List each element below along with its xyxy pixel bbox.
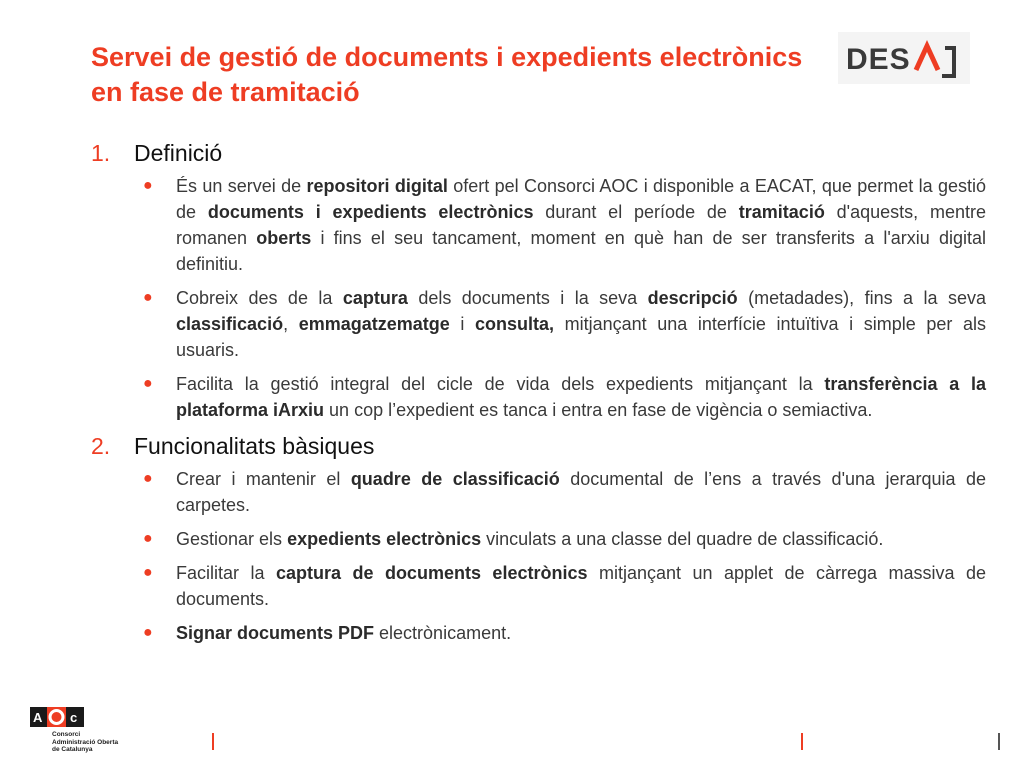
bold-text: tramitació bbox=[738, 202, 825, 222]
text-run: un cop l’expedient es tanca i entra en fase de vigència o semiactiva. bbox=[324, 400, 873, 420]
bold-text: captura bbox=[342, 288, 408, 308]
text-run: durant el període de bbox=[533, 202, 739, 222]
footer-divider bbox=[998, 733, 1000, 750]
bullet-item bbox=[91, 173, 986, 277]
section-heading-text: Definició bbox=[134, 140, 223, 166]
text-run: d'aquests, mentre romanen bbox=[176, 202, 986, 248]
text-run: , bbox=[283, 314, 299, 334]
text-run: dels documents i la seva bbox=[407, 288, 648, 308]
bullet-item bbox=[91, 620, 986, 646]
bold-text: repositori digital bbox=[306, 176, 448, 196]
bold-text: transferència a la plataforma iArxiu bbox=[176, 374, 986, 420]
text-run: vinculats a una classe del quadre de classificació. bbox=[481, 529, 884, 549]
bullet-icon: ● bbox=[143, 177, 153, 194]
section-heading bbox=[91, 433, 986, 460]
text-run: Facilita la gestió integral del cicle de vida dels expedients mitjançant la bbox=[176, 374, 825, 394]
bold-text: quadre de classificació bbox=[350, 469, 560, 489]
text-run: mitjançant un applet de càrrega massiva de documents. bbox=[176, 563, 986, 609]
bullet-icon: ● bbox=[143, 289, 153, 306]
bold-text: documents i expedients electrònics bbox=[207, 202, 534, 222]
section-number: 1. bbox=[91, 140, 111, 166]
footer-divider bbox=[801, 733, 803, 750]
bullet-item bbox=[91, 285, 986, 363]
text-run: És un servei de bbox=[176, 176, 307, 196]
text-run: i bbox=[449, 314, 475, 334]
bullet-item bbox=[91, 466, 986, 518]
aoc-logo-caption: Consorci Administració Oberta de Catalunya bbox=[52, 731, 119, 753]
bullet-item bbox=[91, 371, 986, 423]
slide-content bbox=[91, 140, 986, 654]
bold-text: captura de documents electrònics bbox=[275, 563, 588, 583]
text-run: mitjançant una interfície intuïtiva i simple per als usuaris. bbox=[176, 314, 986, 360]
text-run: ofert pel Consorci AOC i disponible a EACAT, que permet la gestió de bbox=[176, 176, 987, 222]
bullet-icon: ● bbox=[143, 530, 153, 547]
bold-text: consulta, bbox=[474, 314, 554, 334]
text-run: electrònicament. bbox=[374, 623, 512, 643]
section-heading bbox=[91, 140, 986, 167]
bold-text: Signar documents PDF bbox=[176, 623, 375, 643]
svg-text:DES: DES bbox=[846, 43, 911, 76]
bullet-icon: ● bbox=[143, 375, 153, 392]
bullet-icon: ● bbox=[143, 564, 153, 581]
section-number: 2. bbox=[91, 433, 111, 459]
bullet-icon: ● bbox=[143, 470, 153, 487]
slide-title: Servei de gestió de documents i expedients electrònics en fase de tramitació bbox=[91, 42, 803, 107]
text-run: (metadades), fins a la seva bbox=[737, 288, 986, 308]
text-run: documental de l’ens a través d'una jerarquia de carpetes. bbox=[176, 469, 986, 515]
text-run: Gestionar els bbox=[176, 529, 288, 549]
bullet-item bbox=[91, 560, 986, 612]
footer-divider bbox=[212, 733, 214, 750]
bullet-icon: ● bbox=[143, 624, 153, 641]
bold-text: descripció bbox=[647, 288, 738, 308]
bold-text: expedients electrònics bbox=[287, 529, 482, 549]
text-run: Crear i mantenir el bbox=[176, 469, 351, 489]
text-run: Facilitar la bbox=[176, 563, 276, 583]
text-run: i fins el seu tancament, moment en què han de ser transferits a l'arxiu digital definitiu. bbox=[176, 228, 986, 274]
desa-logo bbox=[838, 32, 970, 84]
bullet-list bbox=[91, 466, 986, 646]
text-run: Cobreix des de la bbox=[176, 288, 343, 308]
svg-text:c: c bbox=[70, 710, 78, 725]
bullet-list bbox=[91, 173, 986, 423]
bold-text: classificació bbox=[176, 314, 284, 334]
section-heading-text: Funcionalitats bàsiques bbox=[134, 433, 375, 459]
svg-text:A: A bbox=[33, 710, 43, 725]
bold-text: oberts bbox=[256, 228, 312, 248]
bullet-item bbox=[91, 526, 986, 552]
bold-text: emmagatzematge bbox=[298, 314, 450, 334]
